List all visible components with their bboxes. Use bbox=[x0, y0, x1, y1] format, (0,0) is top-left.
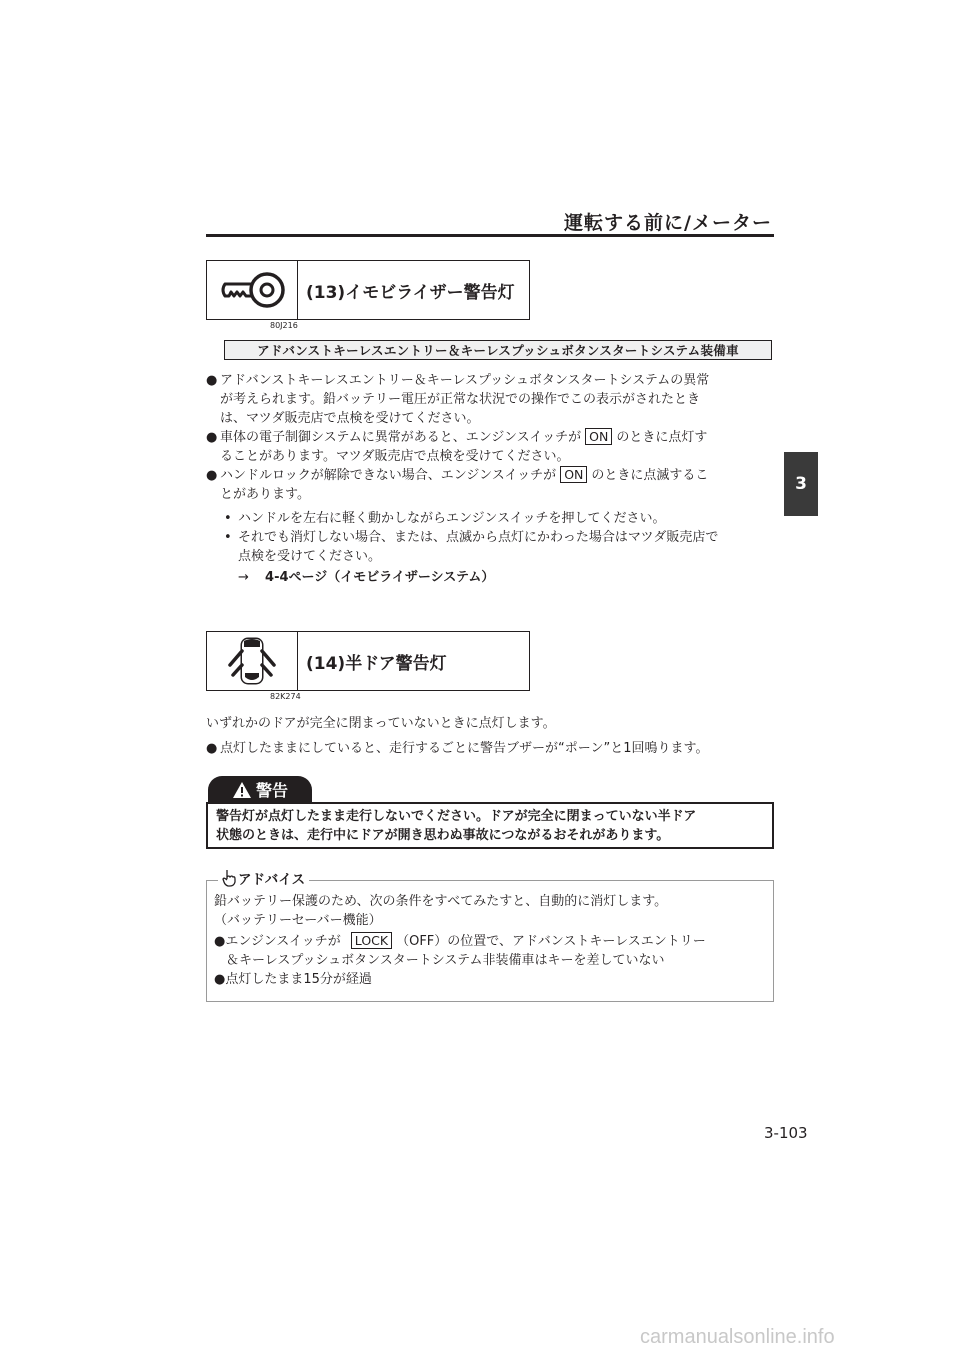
page-header-title: 運転する前に/メーター bbox=[564, 212, 772, 234]
chapter-tab[interactable]: 3 bbox=[784, 452, 818, 516]
bullet-mark: ● bbox=[214, 972, 226, 987]
on-key-label: ON bbox=[585, 428, 612, 445]
warning-tab bbox=[208, 776, 312, 803]
key-icon bbox=[217, 270, 287, 310]
warning-text: 警告灯が点灯したまま走行しないでください。ドアが完全に閉まっていない半ドア bbox=[216, 809, 697, 824]
sub-bullet-text: それでも消灯しない場合、または、点滅から点灯にかわった場合はマツダ販売店で bbox=[238, 530, 719, 545]
bullet-text: のときに点灯す bbox=[616, 430, 708, 445]
door-ajar-lamp-box bbox=[206, 631, 530, 691]
advice-text bbox=[214, 932, 706, 951]
sub-bullet-text: ハンドルを左右に軽く動かしながらエンジンスイッチを押してください。 bbox=[238, 511, 666, 526]
bullet-line: は、マツダ販売店で点検を受けてください。 bbox=[220, 411, 480, 426]
bullet-line bbox=[206, 466, 708, 485]
bullet-mark: ● bbox=[206, 430, 218, 445]
on-key-label: ON bbox=[560, 466, 587, 483]
reference-arrow: → bbox=[238, 570, 249, 585]
advice-label: アドバイス bbox=[238, 872, 306, 888]
bullet-text: のときに点滅するこ bbox=[591, 468, 709, 483]
bullet-mark: ● bbox=[214, 934, 226, 949]
immobilizer-lamp-title: (13)イモビライザー警告灯 bbox=[306, 282, 515, 303]
warning-text: 状態のときは、走行中にドアが開き思わぬ事故につながるおそれがあります。 bbox=[216, 828, 670, 843]
bullet-line bbox=[206, 739, 708, 758]
bullet-text: アドバンストキーレスエントリー＆キーレスプッシュボタンスタートシステムの異常 bbox=[220, 373, 710, 388]
immobilizer-icon-cell bbox=[207, 261, 298, 319]
warning-box bbox=[206, 802, 774, 849]
bullet-line bbox=[206, 428, 707, 447]
sub-bullet-line: 点検を受けてください。 bbox=[238, 549, 382, 564]
pointing-hand-icon bbox=[222, 869, 236, 887]
intro-text: いずれかのドアが完全に閉まっていないときに点灯します。 bbox=[206, 716, 556, 731]
page-number: 3-103 bbox=[764, 1124, 808, 1142]
door-ajar-lamp-title: (14)半ドア警告灯 bbox=[306, 653, 447, 674]
bullet-mark: ● bbox=[206, 373, 218, 388]
bullet-text: 車体の電子制御システムに異常があると、エンジンスイッチが bbox=[220, 430, 582, 445]
sub-bullet-mark: • bbox=[224, 530, 232, 545]
image-code: 80J216 bbox=[270, 321, 298, 330]
bullet-text: ハンドルロックが解除できない場合、エンジンスイッチが bbox=[220, 468, 557, 483]
bullet-mark: ● bbox=[206, 741, 218, 756]
advice-text bbox=[214, 970, 372, 989]
equipment-label: アドバンストキーレスエントリー＆キーレスプッシュボタンスタートシステム装備車 bbox=[224, 340, 772, 360]
page-reference[interactable] bbox=[238, 568, 494, 587]
advice-text-part: 点灯したまま15分が経過 bbox=[225, 972, 372, 987]
bullet-line bbox=[206, 371, 709, 390]
sub-bullet-mark: • bbox=[224, 511, 232, 526]
advice-text: 鉛バッテリー保護のため、次の条件をすべてみたすと、自動的に消灯します。 bbox=[214, 894, 668, 909]
reference-link[interactable]: 4-4ページ（イモビライザーシステム） bbox=[265, 570, 495, 585]
bullet-line: ることがあります。マツダ販売店で点検を受けてください。 bbox=[220, 449, 570, 464]
header-rule bbox=[206, 234, 774, 237]
bullet-mark: ● bbox=[206, 468, 218, 483]
bullet-line: が考えられます。鉛バッテリー電圧が正常な状況での操作でこの表示がされたとき bbox=[220, 392, 700, 407]
advice-text-part: エンジンスイッチが bbox=[225, 934, 341, 949]
immobilizer-lamp-box bbox=[206, 260, 530, 320]
advice-text: （バッテリーセーバー機能） bbox=[214, 913, 382, 928]
image-code: 82K274 bbox=[270, 692, 301, 701]
warning-label: 警告 bbox=[255, 781, 288, 800]
warning-triangle-icon bbox=[232, 781, 252, 799]
advice-text-part: （OFF）の位置で、アドバンストキーレスエントリー bbox=[396, 934, 706, 949]
footer-watermark: carmanualsonline.info bbox=[640, 1326, 835, 1348]
advice-text: ＆キーレスプッシュボタンスタートシステム非装備車はキーを差していない bbox=[226, 953, 665, 968]
sub-bullet-line bbox=[224, 528, 718, 547]
bullet-line: とがあります。 bbox=[220, 487, 310, 502]
sub-bullet-line bbox=[224, 509, 665, 528]
bullet-text: 点灯したままにしていると、走行するごとに警告ブザーが“ポーン”と1回鳴ります。 bbox=[220, 741, 709, 756]
lock-key-label: LOCK bbox=[351, 932, 392, 949]
door-ajar-icon-cell bbox=[207, 632, 298, 690]
door-ajar-icon bbox=[226, 635, 278, 687]
advice-header bbox=[218, 868, 309, 888]
